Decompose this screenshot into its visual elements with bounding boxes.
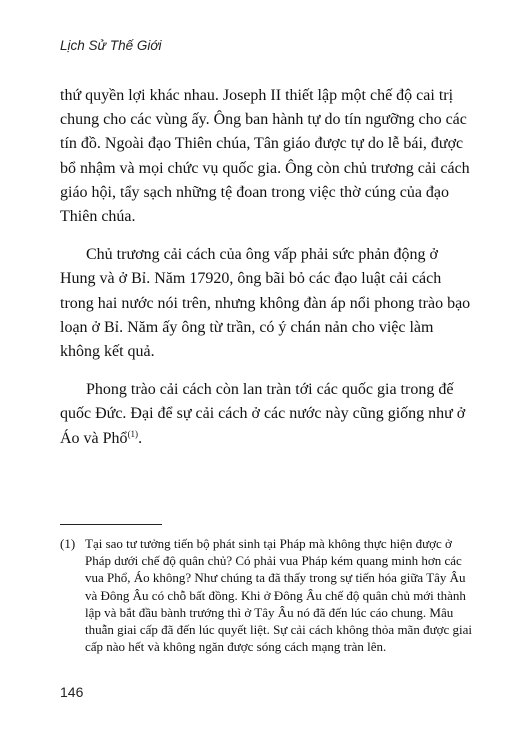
running-header: Lịch Sử Thế Giới [60, 38, 162, 53]
paragraph-1: thứ quyền lợi khác nhau. Joseph II thiết lập một chế độ cai trị chung cho các vùng ấy. Ông ban hành tự do tín ngưỡng cho các tín đồ. Ngoài đạo Thiên chúa, Tân giáo được tự do lễ bái, được bổ nhậm và mọi chức vụ quốc gia. Ông còn chủ trương cải cách giáo hội, tẩy sạch những tệ đoan trong việc thờ cúng của đạo Thiên chúa. [60, 87, 470, 226]
paragraph-3 [60, 378, 474, 451]
body-text [60, 84, 474, 465]
page-number: 146 [60, 684, 84, 700]
footnote-reference: (1) [127, 428, 139, 439]
footnote-rule [60, 524, 162, 525]
paragraph-3-text: Phong trào cải cách còn lan tràn tới các quốc gia trong đế quốc Đức. Đại để sự cải cách ở các nước này cũng giống như ở Áo và Phổ [60, 381, 466, 447]
footnote-marker: (1) [60, 536, 76, 551]
paragraph-2: Chủ trương cải cách của ông vấp phải sức phản động ở Hung và ở Bỉ. Năm 17920, ông bãi bỏ các đạo luật cải cách trong hai nước nói trên, nhưng không đàn áp nổi phong trào bạo loạn ở Bỉ. Năm ấy ông từ trần, có ý chán nản cho việc làm không kết quả. [60, 246, 471, 361]
footnote [60, 535, 476, 655]
footnote-text: Tại sao tư tưởng tiến bộ phát sinh tại Pháp mà không thực hiện được ở Pháp dưới chế độ quân chủ? Có phải vua Pháp kém quang minh hơn các vua Phổ, Áo không? Như chúng ta đã thấy trong sự tiến hóa giữa Tây Âu và Đông Âu có chỗ bất đồng. Khi ở Đông Âu chế độ quân chủ mới thành lập và bắt đầu bành trướng thì ở Tây Âu nó đã đến lúc cáo chung. Mâu thuẫn giai cấp đã đến lúc quyết liệt. Sự cải cách không thỏa mãn được giai cấp nào hết và không ngăn được sóng cách mạng tràn lên. [85, 536, 473, 655]
paragraph-3-tail: . [138, 429, 143, 447]
